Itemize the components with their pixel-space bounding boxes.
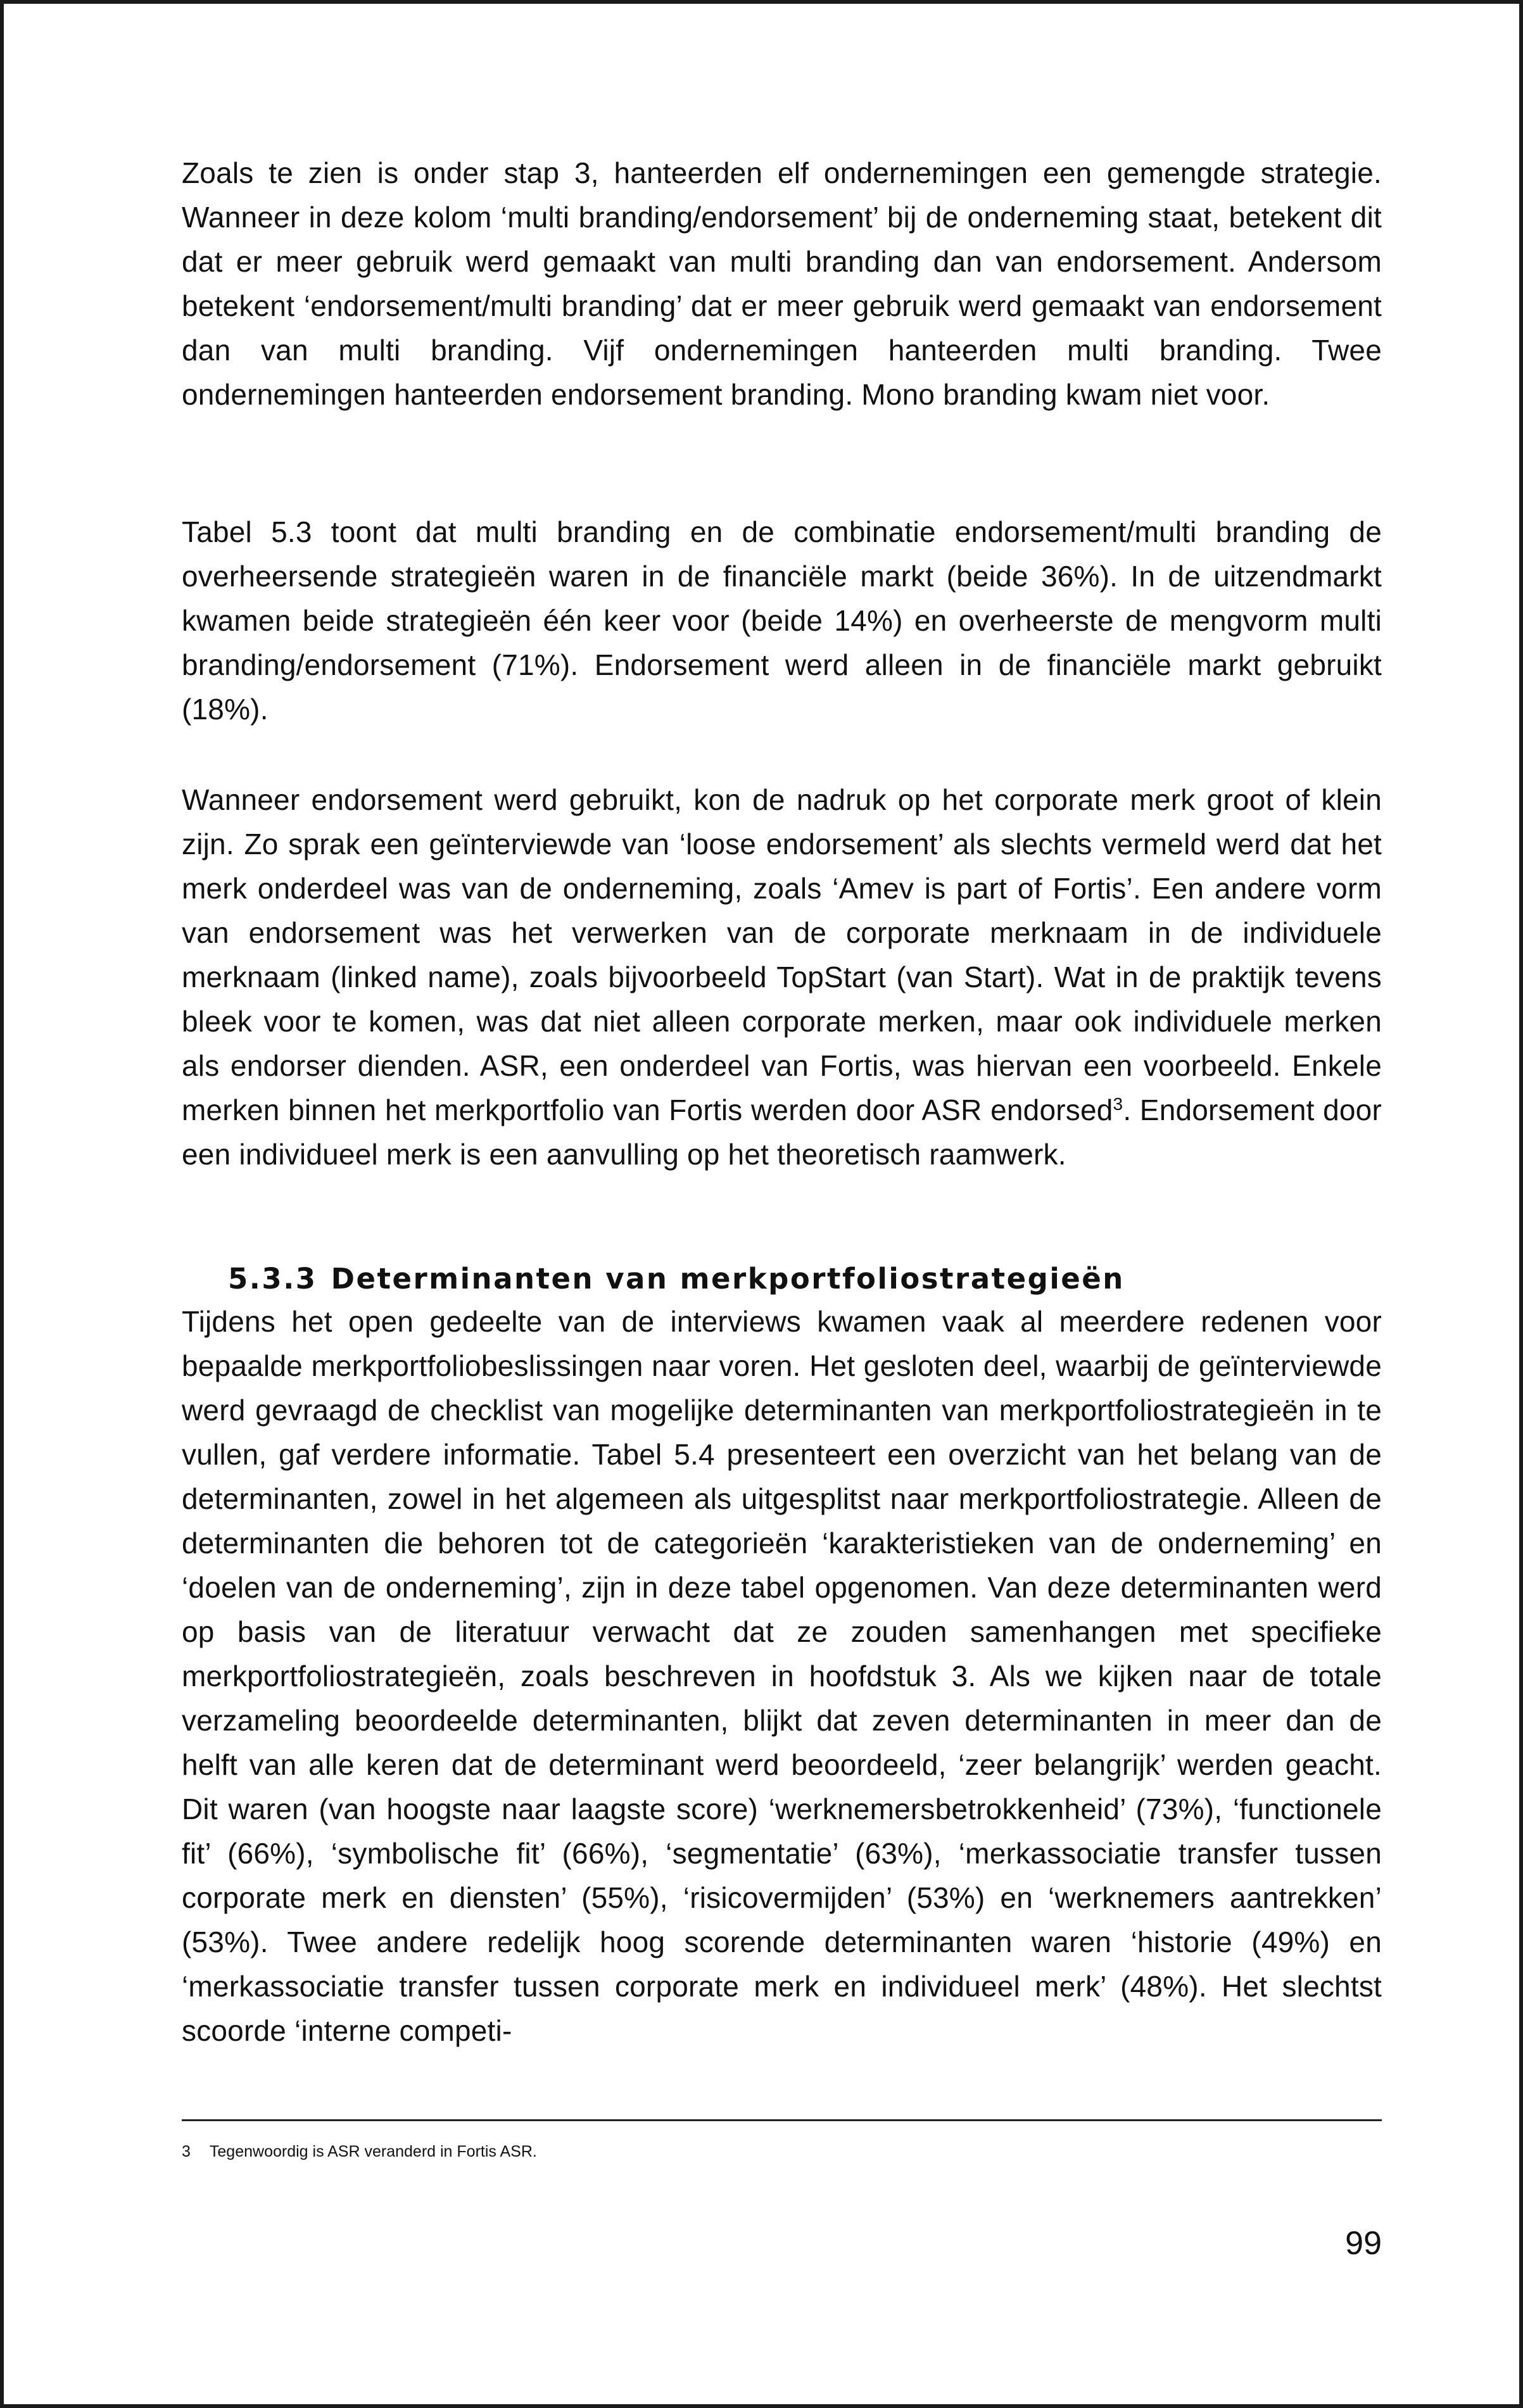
page-number: 99 bbox=[1345, 2225, 1382, 2262]
section-heading bbox=[228, 1257, 1125, 1301]
footnote bbox=[182, 2139, 537, 2164]
section-title: Determinanten van merkportfoliostrategieën bbox=[331, 1262, 1125, 1295]
section-number: 5.3.3 bbox=[228, 1262, 317, 1295]
paragraph-text: Tijdens het open gedeelte van de interviews kwamen vaak al meerdere redenen voor bepaalde merkportfoliobeslissingen naar voren. Het gesloten deel, waarbij de geïnterviewde werd gevraagd de checklist van mogelijke determinanten van merkportfoliostrategieën in te vullen, gaf verdere informatie. Tabel 5.4 presenteert een overzicht van het belang van de determinanten, zowel in het algemeen als uitgesplitst naar merkportfoliostrategie. Alleen de determinanten die behoren tot de categorieën ‘karakteristieken van de onderneming’ en ‘doelen van de onderneming’, zijn in deze tabel opgenomen. Van deze determinanten werd op basis van de literatuur verwacht dat ze zouden samenhangen met specifieke merkportfoliostrategieën, zoals beschreven in hoofdstuk 3. Als we kijken naar de totale verzameling beoordeelde determinanten, blijkt dat zeven determinanten in meer dan de helft van alle keren dat de determinant werd beoordeeld, ‘zeer belangrijk’ werden geacht. Dit waren (van hoogste naar laagste score) ‘werknemersbetrokkenheid’ (73%), ‘functionele fit’ (66%), ‘symbolische fit’ (66%), ‘segmentatie’ (63%), ‘merkassociatie transfer tussen corporate merk en diensten’ (55%), ‘risicovermijden’ (53%) en ‘werknemers aantrekken’ (53%). Twee andere redelijk hoog scorende determinanten waren ‘historie (49%) en ‘merkassociatie transfer tussen corporate merk en individueel merk’ (48%). Het slechtst scoorde ‘interne competi- bbox=[182, 1305, 1382, 2047]
footnote-reference: 3 bbox=[1113, 1094, 1123, 1114]
paragraph-text bbox=[182, 778, 1382, 1176]
paragraph-endorsement bbox=[182, 778, 1382, 1176]
paragraph-determinants bbox=[182, 1299, 1382, 2053]
footnote-number: 3 bbox=[182, 2143, 191, 2160]
paragraph-strategy-mix bbox=[182, 151, 1382, 417]
paragraph-text-part: Wanneer endorsement werd gebruikt, kon de nadruk op het corporate merk groot of klein zijn. Zo sprak een geïnterviewde van ‘loose endorsement’ als slechts vermeld werd dat het merk onderdeel was van de onderneming, zoals ‘Amev is part of Fortis’. Een andere vorm van endorsement was het verwerken van de corporate merknaam in de individuele merknaam (linked name), zoals bijvoorbeeld TopStart (van Start). Wat in de praktijk tevens bleek voor te komen, was dat niet alleen corporate merken, maar ook individuele merken als endorser dienden. ASR, een onderdeel van Fortis, was hiervan een voorbeeld. Enkele merken binnen het merkportfolio van Fortis werden door ASR endorsed bbox=[182, 783, 1382, 1126]
footnote-divider bbox=[182, 2119, 1382, 2121]
footnote-text: Tegenwoordig is ASR veranderd in Fortis ASR. bbox=[209, 2143, 537, 2160]
paragraph-text: Tabel 5.3 toont dat multi branding en de combinatie endorsement/multi branding de overheersende strategieën waren in de financiële markt (beide 36%). In de uitzendmarkt kwamen beide strategieën één keer voor (beide 14%) en overheerste de mengvorm multi branding/endorsement (71%). Endorsement werd alleen in de financiële markt gebruikt (18%). bbox=[182, 515, 1382, 726]
paragraph-table-5-3 bbox=[182, 510, 1382, 731]
paragraph-text: Zoals te zien is onder stap 3, hanteerden elf ondernemingen een gemengde strategie. Wanneer in deze kolom ‘multi branding/endorsement’ bij de onderneming staat, betekent dit dat er meer gebruik werd gemaakt van multi branding dan van endorsement. Andersom betekent ‘endorsement/multi branding’ dat er meer gebruik werd gemaakt van endorsement dan van multi branding. Vijf ondernemingen hanteerden multi branding. Twee ondernemingen hanteerden endorsement branding. Mono branding kwam niet voor. bbox=[182, 156, 1382, 411]
paragraph-text-part: . Endorsement door een individueel merk is een aanvulling op het theoretisch raamwerk. bbox=[182, 1094, 1382, 1171]
